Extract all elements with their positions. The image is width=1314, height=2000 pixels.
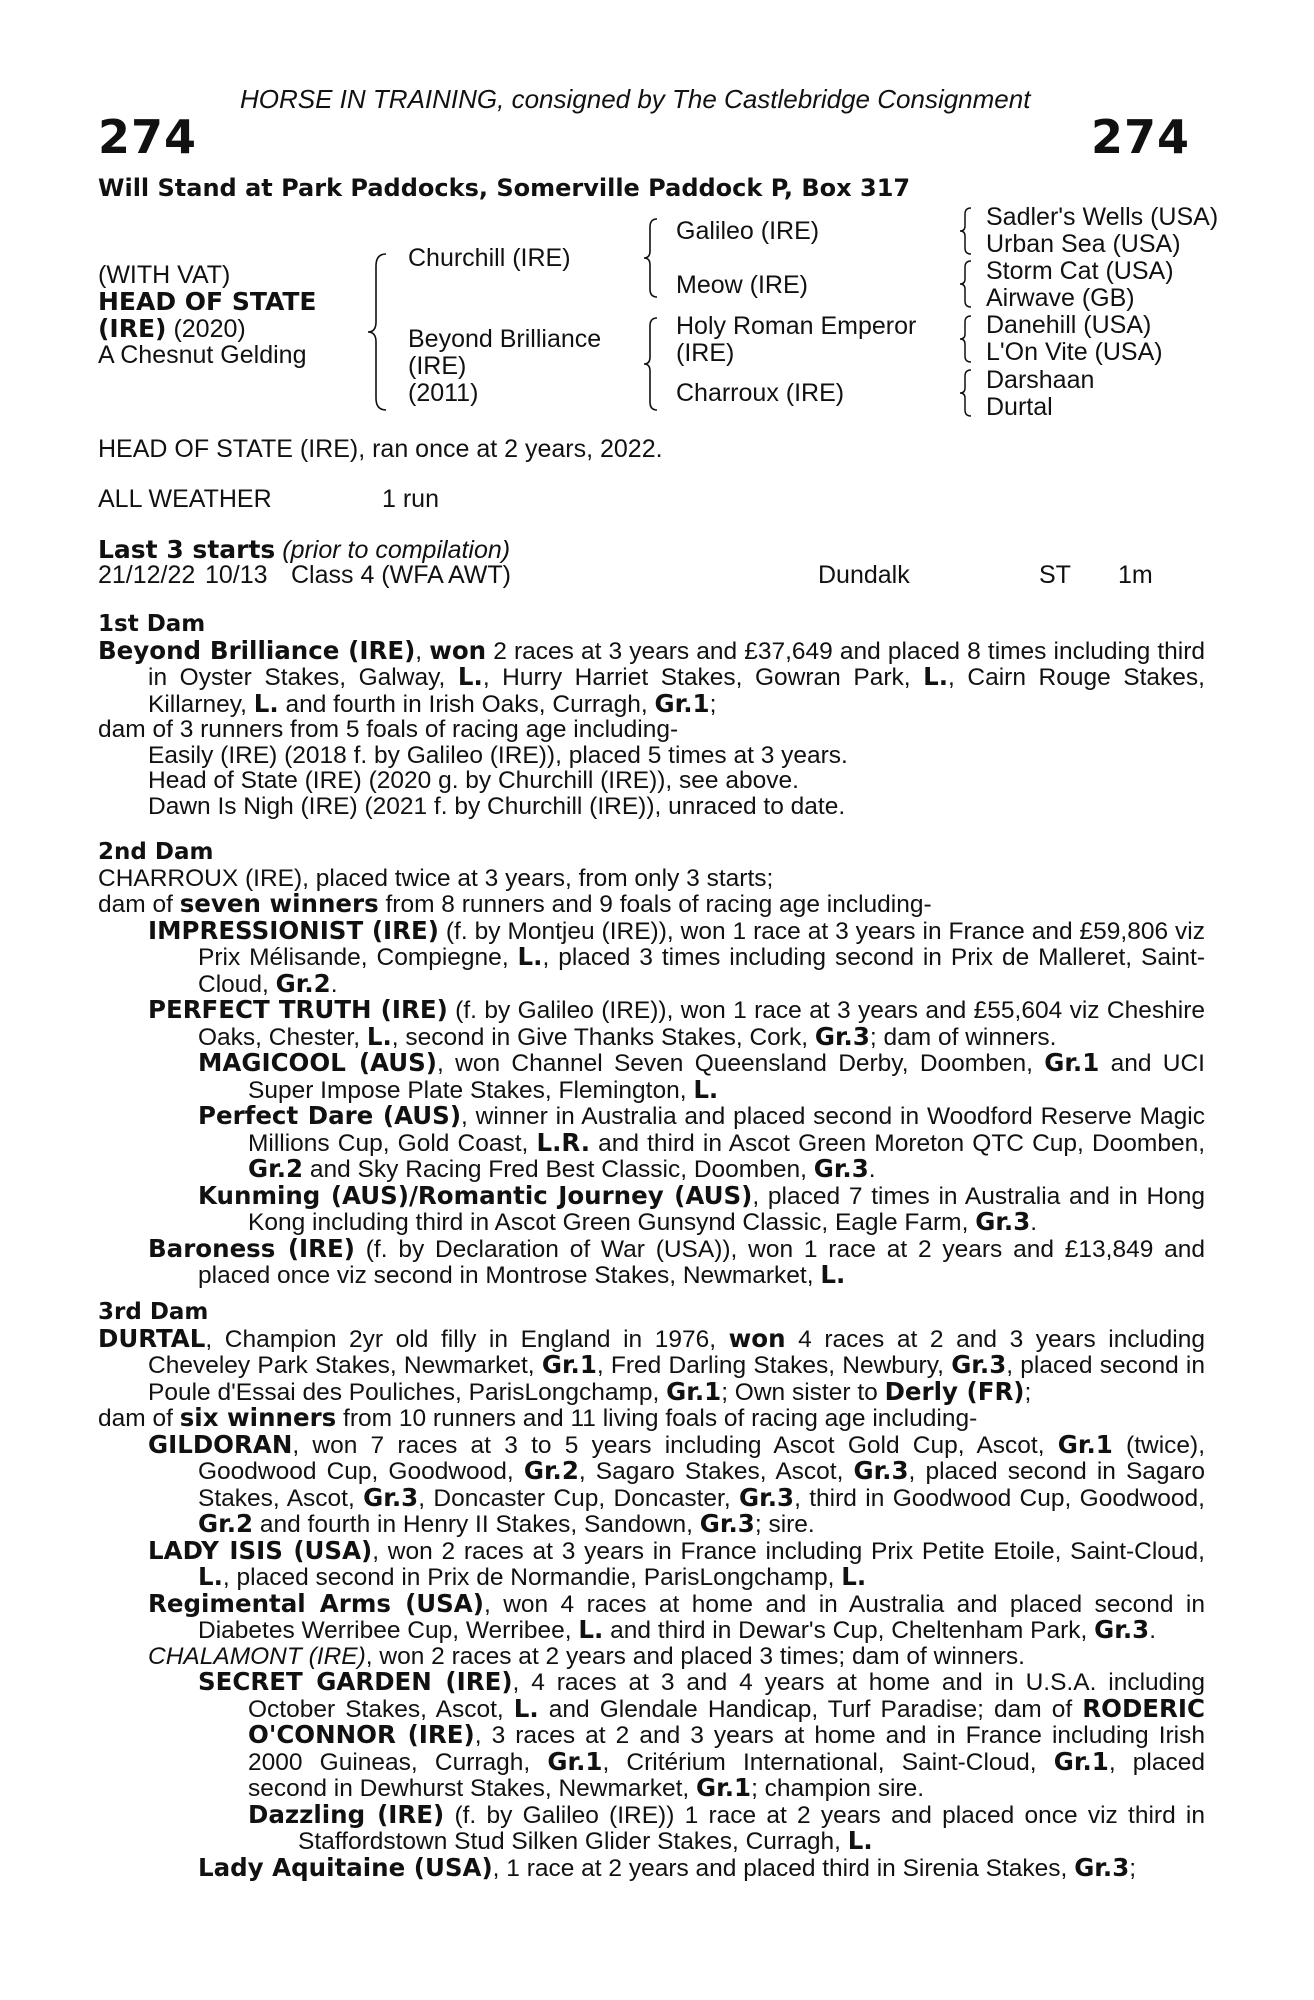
pedigree-sire-sire: Galileo (IRE)	[676, 217, 820, 245]
listed: L.R.	[536, 1127, 590, 1157]
produce-name: SECRET GARDEN (IRE)	[198, 1667, 513, 1696]
sister-name: Derly (FR)	[884, 1376, 1025, 1406]
produce-name: Dazzling (IRE)	[248, 1799, 445, 1829]
t: , placed second in Dewhurst Stakes, Newmarket,	[248, 1748, 1205, 1802]
horse-country: (IRE)	[98, 314, 167, 343]
grand-produce-entry	[98, 1180, 1206, 1236]
record-surface: ALL WEATHER	[98, 485, 272, 513]
group: Gr.2	[275, 968, 331, 998]
produce-entry	[98, 1233, 1205, 1289]
produce-name: Kunming (AUS)/Romantic Journey (AUS)	[198, 1180, 753, 1210]
pedigree-brace-g2	[958, 259, 974, 309]
grand-produce-entry	[98, 1799, 1205, 1855]
produce-name: GILDORAN	[148, 1429, 293, 1459]
produce-entry	[98, 1588, 1205, 1644]
last-start-course: Dundalk	[818, 561, 910, 589]
t: and fourth in Irish Oaks, Curragh,	[278, 690, 655, 718]
catalogue-header: HORSE IN TRAINING, consigned by The Castlebridge Consignment	[240, 84, 1031, 114]
t: and fourth in Henry II Stakes, Sandown,	[253, 1511, 700, 1538]
pedigree-brace-g3	[958, 314, 974, 364]
produce-entry	[98, 1644, 1205, 1670]
group: Gr.1	[1053, 1746, 1109, 1776]
last-start-going: ST	[1039, 561, 1071, 589]
produce-name: Perfect Dare (AUS)	[198, 1101, 462, 1130]
group: Gr.1	[1044, 1048, 1100, 1077]
produce-entry	[98, 997, 1205, 1050]
listed: L.	[578, 1615, 604, 1644]
pedigree-g8: Durtal	[986, 393, 1053, 421]
record-summary: HEAD OF STATE (IRE), ran once at 2 years, 2022.	[98, 435, 663, 463]
listed: L.	[693, 1074, 719, 1104]
pedigree-g7: Darshaan	[986, 366, 1095, 394]
group: Gr.3	[739, 1482, 795, 1512]
grand-produce-entry	[98, 1103, 1205, 1183]
third-dam-heading: 3rd Dam	[98, 1299, 209, 1325]
first-dam-heading: 1st Dam	[98, 611, 206, 637]
t: , Cairn Rouge Stakes, Killarney,	[148, 664, 1205, 718]
pedigree-dam-line3: (2011)	[408, 379, 479, 407]
group: Gr.3	[951, 1350, 1007, 1379]
t: 4 races at 2 and 3 years including Cheveley Park Stakes, Newmarket,	[148, 1325, 1206, 1379]
produce-name: Regimental Arms (USA)	[148, 1588, 484, 1618]
listed: L.	[513, 1693, 539, 1723]
t: (twice), Goodwood Cup, Goodwood,	[198, 1431, 1206, 1485]
group: Gr.1	[547, 1746, 603, 1776]
t: .	[1030, 1209, 1038, 1236]
lot-number-right: 274	[1091, 110, 1191, 164]
second-dam-produce-intro	[98, 891, 1205, 918]
pedigree-sire-dam: Meow (IRE)	[676, 271, 808, 299]
third-dam-name: DURTAL	[98, 1323, 206, 1353]
t: dam of	[98, 1405, 180, 1432]
t: , placed second in Sagaro Stakes, Ascot,	[198, 1458, 1205, 1512]
t: .	[330, 970, 338, 998]
second-dam-record: CHARROUX (IRE), placed twice at 3 years, from only 3 starts;	[98, 864, 774, 892]
pedigree-dam-dam: Charroux (IRE)	[676, 379, 845, 407]
produce-name: LADY ISIS (USA)	[148, 1535, 373, 1565]
t: and third in Ascot Green Moreton QTC Cup, Doomben,	[590, 1129, 1206, 1157]
t: , 1 race at 2 years and placed third in Sirenia Stakes,	[492, 1854, 1075, 1882]
t: (f. by Galileo (IRE)) 1 race at 2 years and placed once viz third in Staffordstown Stud Silken Glider Stakes, Curragh,	[298, 1801, 1205, 1855]
last-start-race: Class 4 (WFA AWT)	[291, 561, 511, 589]
horse-year: (2020)	[173, 315, 246, 343]
t: dam of	[98, 891, 180, 918]
group: Gr.3	[363, 1482, 419, 1512]
group: Gr.2	[248, 1154, 304, 1183]
t: , Sagaro Stakes, Ascot,	[578, 1458, 854, 1485]
winners-count: seven winners	[179, 889, 379, 918]
pedigree-brace-main	[366, 252, 390, 412]
t: , second in Give Thanks Stakes, Cork,	[391, 1023, 815, 1051]
produce-name: PERFECT TRUTH (IRE)	[148, 995, 448, 1024]
horse-origin-year	[98, 315, 246, 343]
listed: L.	[517, 942, 543, 971]
t: 2 races at 3 years and £37,649 and placed 8 times including third in Oyster Stakes, Galway,	[148, 637, 1205, 691]
produce-name: Baroness (IRE)	[148, 1233, 355, 1263]
pedigree-g2: Urban Sea (USA)	[986, 230, 1181, 258]
pedigree-g1: Sadler's Wells (USA)	[986, 203, 1219, 231]
winners-count: six winners	[179, 1403, 337, 1432]
first-dam-record: Beyond Brilliance (IRE), won 2 races at 3 years and £37,649 and placed 8 times including third in Oyster Stakes, Galway, L., Hurry Harriet Stakes, Gowran Park, L., Cairn Rouge Stakes, Killarney, L. and fourth in Irish Oaks, Curragh, Gr.1;	[98, 635, 1205, 718]
t: (f. by Galileo (IRE)), won 1 race at 3 years and £55,604 viz Cheshire Oaks, Chester,	[198, 997, 1205, 1051]
produce-entry	[98, 915, 1206, 998]
t: and Glendale Handicap, Turf Paradise; dam of	[538, 1695, 1083, 1723]
t: , 4 races at 3 and 4 years at home and in U.S.A. including October Stakes, Ascot,	[248, 1669, 1205, 1723]
t: and third in Dewar's Cup, Cheltenham Park,	[603, 1617, 1095, 1644]
first-dam-produce-intro: dam of 3 runners from 5 foals of racing age including-	[98, 716, 679, 743]
t: , Fred Darling Stakes, Newbury,	[596, 1352, 952, 1379]
listed: L.	[847, 1826, 873, 1855]
produce-name: IMPRESSIONIST (IRE)	[148, 915, 439, 945]
t: , won 2 races at 2 years and placed 3 times; dam of winners.	[365, 1642, 1025, 1670]
t: from 8 runners and 9 foals of racing age including-	[378, 891, 932, 918]
stand-location: Will Stand at Park Paddocks, Somerville Paddock P, Box 317	[98, 174, 911, 202]
group: Gr.3	[699, 1509, 755, 1538]
t: , 3 races at 2 and 3 years at home and in France including Irish 2000 Guineas, Curragh,	[248, 1722, 1205, 1776]
group: Gr.1	[541, 1350, 597, 1379]
t: ;	[709, 690, 717, 718]
grand-produce-entry	[98, 1050, 1205, 1103]
t: , Champion 2yr old filly in England in 1976,	[205, 1325, 729, 1353]
produce-name: RODERIC O'CONNOR (IRE)	[248, 1693, 1205, 1749]
pedigree-brace-dam	[642, 316, 660, 412]
t: , placed 3 times including second in Prix de Malleret, Saint-Cloud,	[198, 944, 1206, 998]
last-start-date: 21/12/22	[98, 561, 196, 589]
group: Gr.1	[666, 1376, 722, 1406]
pedigree-dam-sire-line2: (IRE)	[676, 339, 735, 367]
group: Gr.3	[975, 1207, 1031, 1236]
listed: L.	[923, 662, 949, 691]
third-dam-record	[98, 1323, 1206, 1406]
first-dam-won: won	[429, 635, 487, 665]
last-starts-note: (prior to compilation)	[282, 536, 511, 564]
t: , third in Goodwood Cup, Goodwood,	[794, 1484, 1205, 1512]
third-dam-section	[98, 1300, 1205, 1881]
group: Gr.3	[1094, 1615, 1150, 1644]
grand-produce-entry	[98, 1852, 1205, 1882]
t: , winner in Australia and placed second in Woodford Reserve Magic Millions Cup, Gold Coast,	[248, 1103, 1205, 1157]
grand-produce-entry	[98, 1669, 1205, 1802]
last-start-distance: 1m	[1118, 561, 1153, 589]
t: ;	[1129, 1854, 1137, 1882]
lot-number-left: 274	[98, 110, 198, 164]
t: , won 2 races at 3 years in France including Prix Petite Etoile, Saint-Cloud,	[372, 1537, 1205, 1565]
won: won	[728, 1323, 786, 1353]
produce-name: CHALAMONT (IRE)	[148, 1642, 366, 1670]
produce-name: MAGICOOL (AUS)	[198, 1048, 437, 1077]
pedigree-brace-g1	[958, 206, 974, 256]
group: Gr.2	[198, 1509, 254, 1538]
t: , won 7 races at 3 to 5 years including Ascot Gold Cup, Ascot,	[292, 1431, 1058, 1459]
t: .	[868, 1156, 876, 1183]
t: , Critérium International, Saint-Cloud,	[602, 1748, 1054, 1776]
record-runs: 1 run	[382, 485, 439, 513]
horse-description: A Chesnut Gelding	[98, 341, 307, 369]
group: Gr.1	[1057, 1429, 1113, 1459]
first-dam-section	[98, 612, 1205, 819]
group: Gr.1	[696, 1773, 752, 1802]
group: Gr.3	[853, 1456, 909, 1485]
listed: L.	[253, 688, 279, 718]
pedigree-brace-sire	[642, 217, 660, 299]
pedigree-g4: Airwave (GB)	[986, 284, 1135, 312]
last-start-position: 10/13	[205, 561, 268, 589]
t: (f. by Montjeu (IRE)), won 1 race at 3 years in France and £59,806 viz Prix Mélisande, Compiegne,	[198, 917, 1205, 971]
produce-item: Dawn Is Nigh (IRE) (2021 f. by Churchill (IRE)), unraced to date.	[148, 792, 846, 820]
second-dam-heading: 2nd Dam	[98, 839, 214, 865]
listed: L.	[366, 1021, 392, 1051]
t: (f. by Declaration of War (USA)), won 1 race at 2 years and £13,849 and placed once viz second in Montrose Stakes, Newmarket,	[198, 1235, 1205, 1289]
group: Gr.2	[523, 1456, 579, 1485]
t: ;	[1024, 1378, 1032, 1406]
t: , won Channel Seven Queensland Derby, Doomben,	[437, 1050, 1045, 1077]
t: .	[1149, 1617, 1156, 1644]
third-dam-produce-intro	[98, 1405, 1205, 1432]
listed: L.	[198, 1562, 223, 1591]
t: , Hurry Harriet Stakes, Gowran Park,	[482, 664, 924, 691]
produce-entry	[98, 1429, 1206, 1538]
pedigree-g3: Storm Cat (USA)	[986, 257, 1174, 285]
t: ; Own sister to	[721, 1378, 885, 1406]
second-dam-section	[98, 840, 1205, 1289]
t: from 10 runners and 11 living foals of racing age including-	[336, 1405, 978, 1432]
vat-label: (WITH VAT)	[98, 261, 231, 289]
group: Gr.1	[654, 688, 710, 718]
produce-entry	[98, 1535, 1205, 1591]
pedigree-g5: Danehill (USA)	[986, 311, 1152, 339]
pedigree-brace-g4	[958, 368, 974, 418]
t: ; dam of winners.	[869, 1023, 1057, 1051]
group: Gr.3	[813, 1154, 869, 1183]
produce-name: Lady Aquitaine (USA)	[198, 1852, 493, 1882]
last-starts-title: Last 3 starts	[98, 535, 276, 564]
pedigree-dam-line2: (IRE)	[408, 352, 467, 380]
listed: L.	[841, 1562, 867, 1591]
t: , placed second in Prix de Normandie, ParisLongchamp,	[222, 1564, 842, 1591]
t: and UCI Super Impose Plate Stakes, Flemington,	[248, 1050, 1205, 1104]
t: and Sky Racing Fred Best Classic, Doomben,	[303, 1156, 814, 1183]
listed: L.	[820, 1260, 846, 1289]
t: ; sire.	[754, 1511, 815, 1538]
t: ; champion sire.	[751, 1775, 924, 1802]
pedigree-g6: L'On Vite (USA)	[986, 338, 1163, 366]
produce-item: Easily (IRE) (2018 f. by Galileo (IRE)), placed 5 times at 3 years.	[148, 741, 848, 769]
t: , placed second in Poule d'Essai des Pouliches, ParisLongchamp,	[148, 1352, 1205, 1406]
pedigree-sire: Churchill (IRE)	[408, 244, 571, 272]
first-dam-name: Beyond Brilliance (IRE)	[98, 635, 416, 665]
listed: L.	[457, 662, 483, 691]
produce-item: Head of State (IRE) (2020 g. by Churchill (IRE)), see above.	[148, 767, 799, 794]
group: Gr.3	[814, 1021, 870, 1051]
group: Gr.3	[1074, 1852, 1130, 1882]
t: , placed 7 times in Australia and in Hong Kong including third in Ascot Green Gunsynd Classic, Eagle Farm,	[248, 1182, 1206, 1236]
t: , won 4 races at home and in Australia and placed second in Diabetes Werribee Cup, Werribee,	[198, 1590, 1205, 1644]
pedigree-dam-sire-line1: Holy Roman Emperor	[676, 312, 917, 340]
t: , Doncaster Cup, Doncaster,	[418, 1484, 740, 1512]
horse-name: HEAD OF STATE	[98, 287, 317, 316]
pedigree-dam-line1: Beyond Brilliance	[408, 325, 602, 353]
